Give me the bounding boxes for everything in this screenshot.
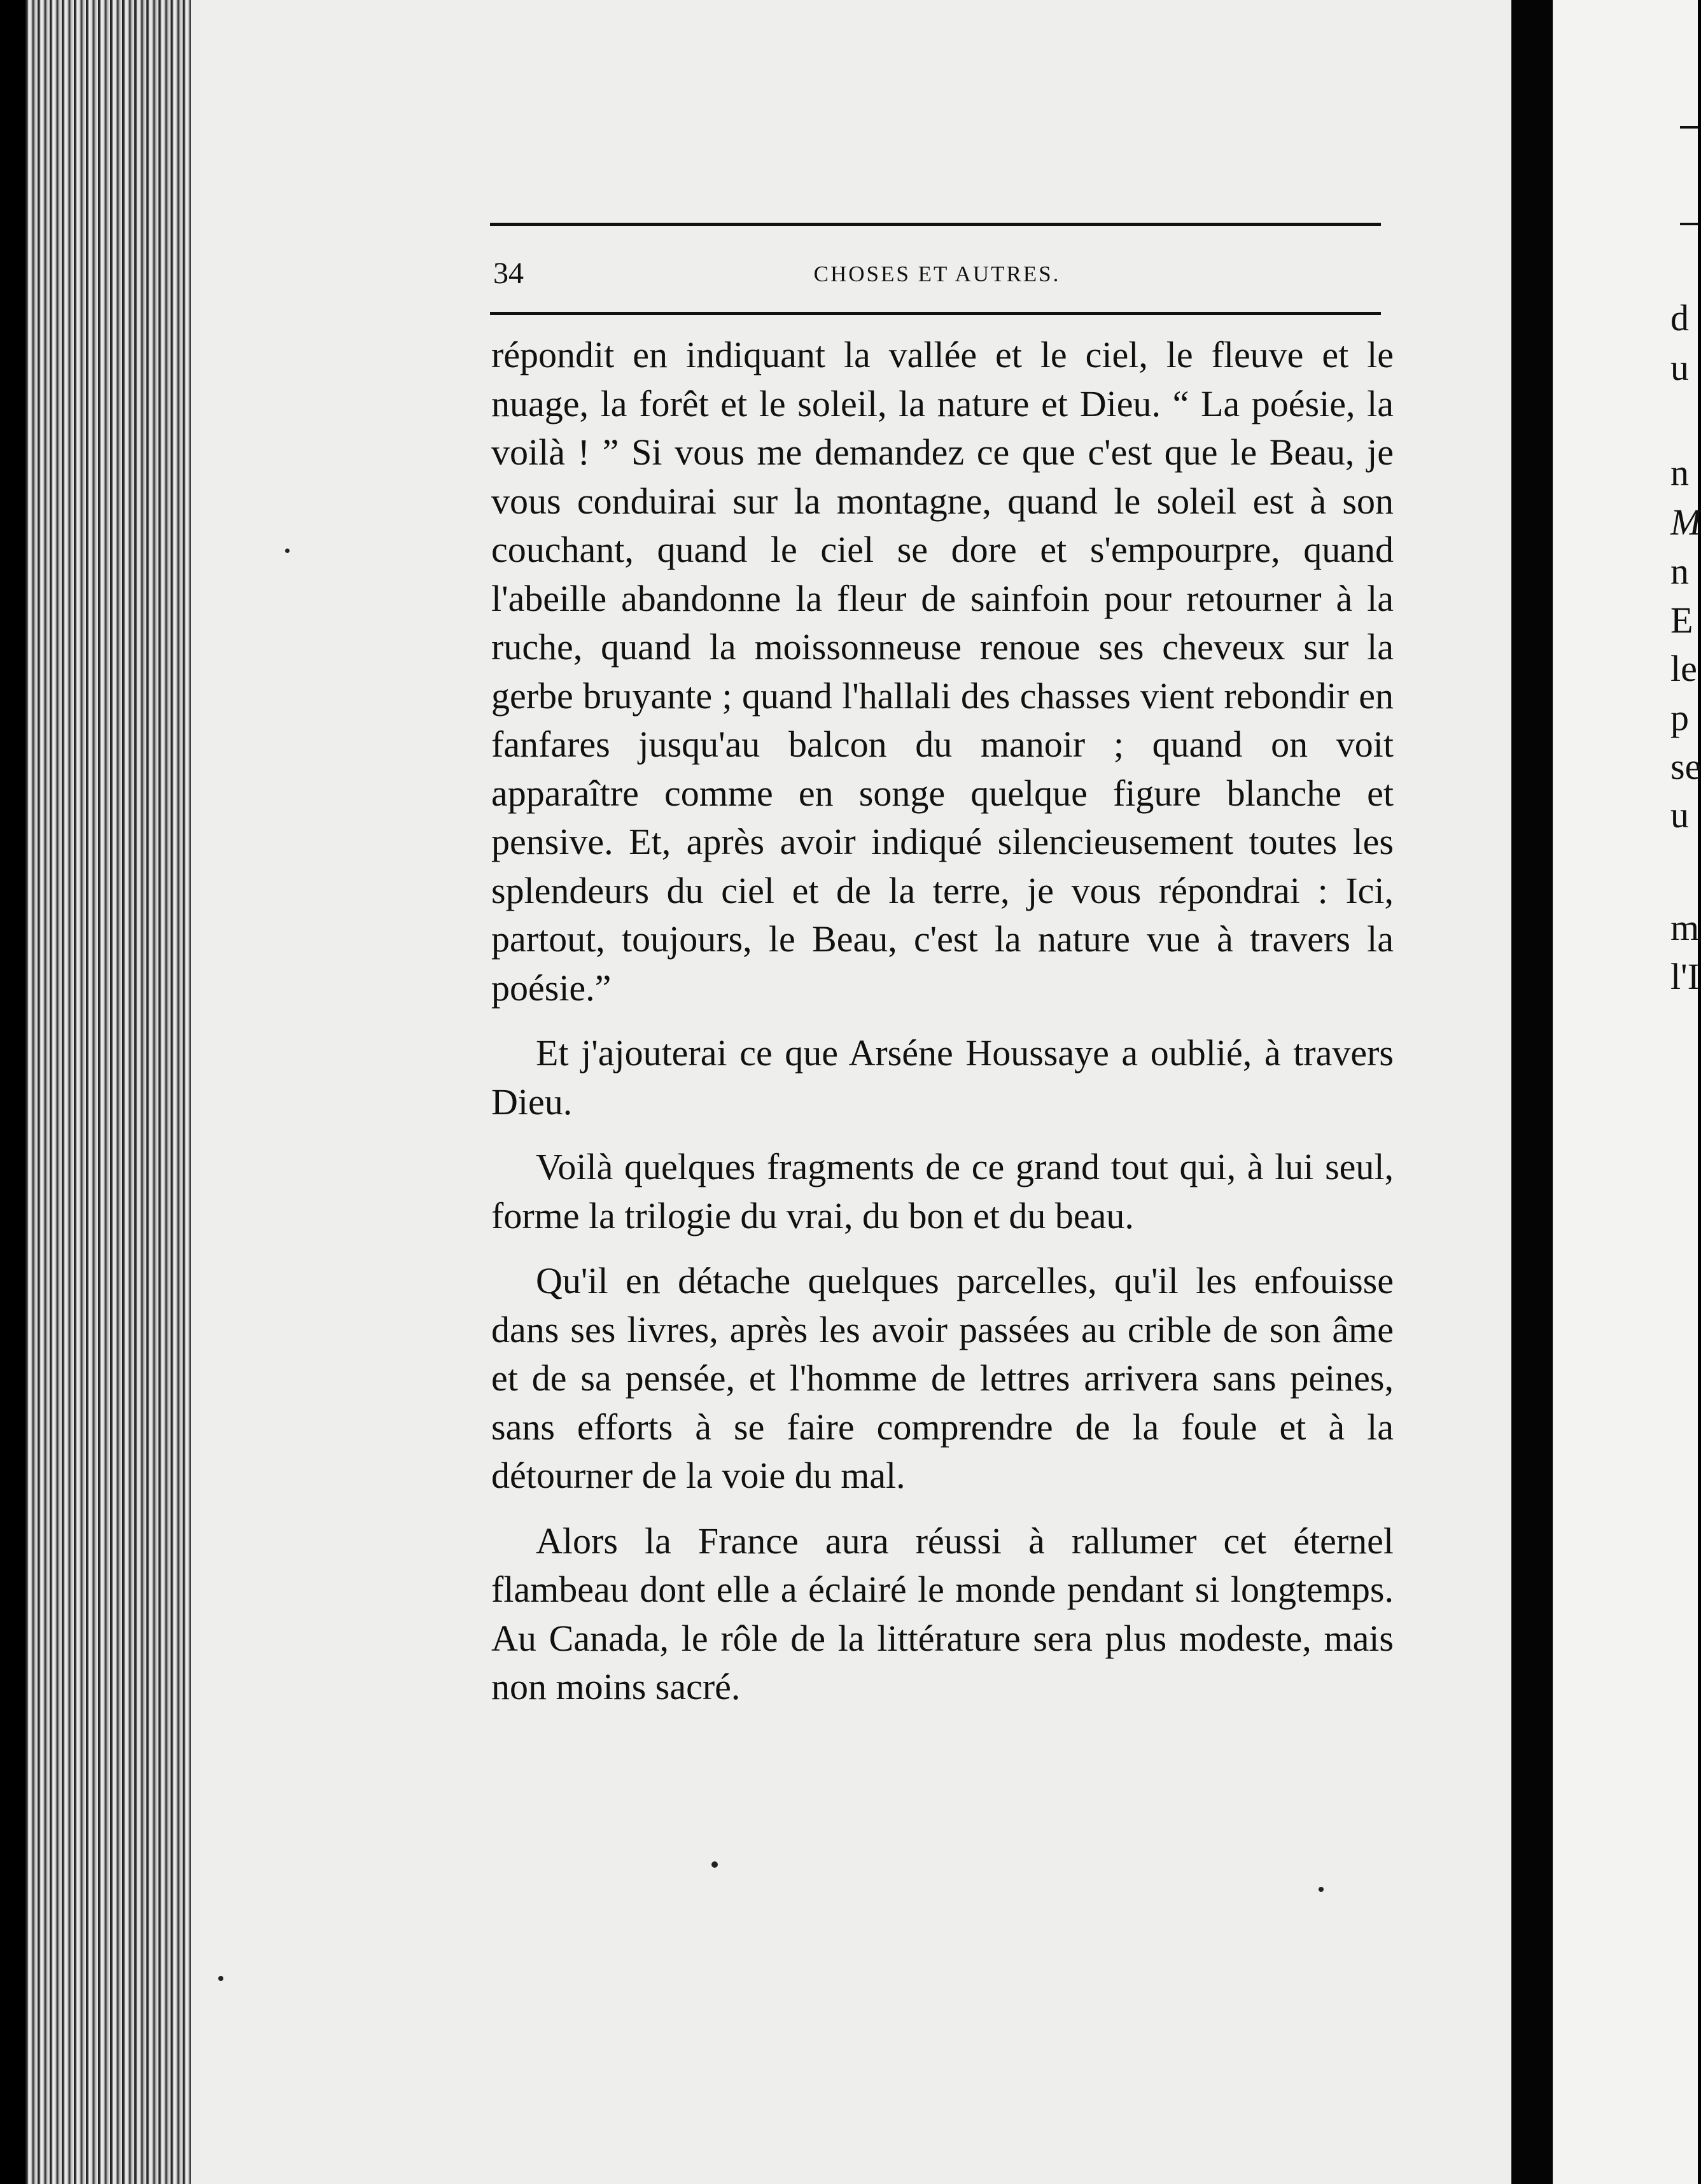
page-stack-edge — [25, 0, 210, 2184]
scan-speck — [285, 549, 290, 553]
facing-fragment: le — [1670, 648, 1697, 689]
facing-page-dash — [1680, 126, 1698, 129]
facing-fragment: E — [1670, 599, 1693, 641]
facing-page-dash — [1680, 223, 1698, 225]
facing-fragment: d — [1670, 297, 1689, 339]
facing-fragment: n — [1670, 452, 1689, 493]
paragraph: Alors la France aura réussi à rallumer cet éternel flambeau dont elle a éclairé le monde pendant si longtemps. Au Canada, le rôle de la littérature sera plus modeste, mais non moins sacré. — [491, 1520, 1394, 1707]
paragraph: Qu'il en détache quelques parcelles, qu'il les enfouisse dans ses livres, après les avoir passées au crible de son âme et de sa pensée, et l'homme de lettres arrivera sans peines, sans efforts à se faire comprendre de la foule et à la détourner de la voie du mal. — [491, 1260, 1394, 1496]
scan-speck — [711, 1861, 718, 1868]
facing-fragment: M — [1670, 501, 1701, 543]
header-rule-top — [490, 223, 1381, 226]
paragraph: répondit en indiquant la vallée et le ciel, le fleuve et le nuage, la forêt et le soleil, la nature et Dieu. “ La poésie, la voilà ! ” Si vous me demandez ce que c'est que le Beau, je vous conduirai sur la montagne, quand le soleil est à son couchant, quand le ciel se dore et s'empourpre, quand l'abeille abandonne la fleur de sainfoin pour retourner à la ruche, quand la moissonneuse renoue ses cheveux sur la gerbe bruyante ; quand l'hallali des chasses vient rebondir en fanfares jusqu'au balcon du manoir ; quand on voit apparaître comme en songe quelque figure blanche et pensive. Et, après avoir indiqué silencieusement toutes les splendeurs du ciel et de la terre, je vous répondrai : Ici, partout, toujours, le Beau, c'est la nature vue à travers la poésie.” — [491, 334, 1394, 1009]
running-title: CHOSES ET AUTRES. — [813, 262, 1061, 286]
facing-fragment: m — [1670, 907, 1700, 948]
facing-fragment: l'I — [1670, 956, 1700, 997]
header-rule-bottom — [490, 312, 1381, 315]
paragraph: Et j'ajouterai ce que Arséne Houssaye a oublié, à travers Dieu. — [491, 1032, 1394, 1123]
book-gutter — [1511, 0, 1553, 2184]
scan-speck — [218, 1976, 223, 1981]
paragraph: Voilà quelques fragments de ce grand tout qui, à lui seul, forme la trilogie du vrai, du bon et du beau. — [491, 1146, 1394, 1236]
running-header — [493, 251, 1381, 296]
page-number: 34 — [493, 256, 524, 290]
facing-fragment: p — [1670, 697, 1689, 738]
facing-fragment: u — [1670, 794, 1689, 836]
facing-fragment: u — [1670, 347, 1689, 388]
body-text — [491, 331, 1394, 1728]
facing-fragment: se — [1670, 746, 1701, 787]
scan-speck — [1319, 1887, 1324, 1892]
facing-fragment: n — [1670, 550, 1689, 592]
